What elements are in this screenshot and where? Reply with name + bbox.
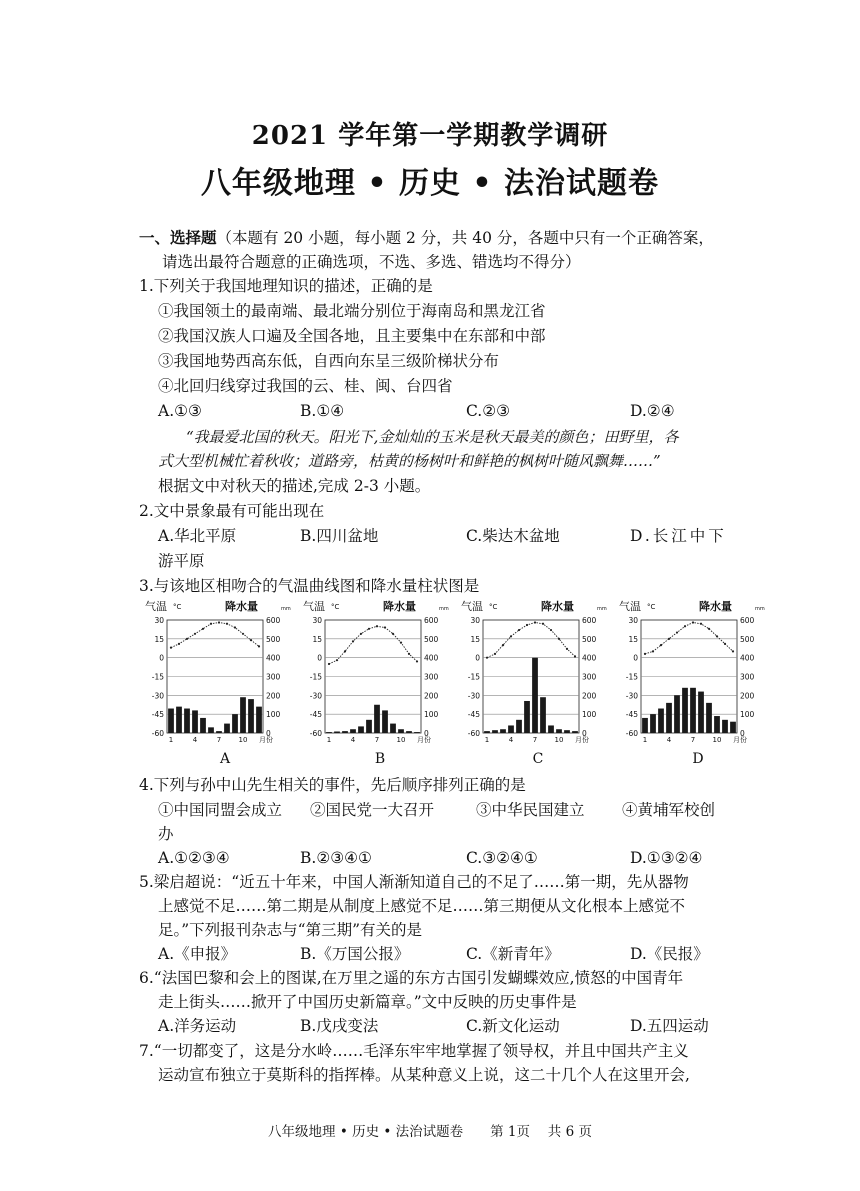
temp-point	[542, 623, 544, 625]
month-tick-label: 10	[396, 736, 406, 744]
temp-point	[644, 653, 646, 655]
precip-bar	[706, 703, 712, 733]
precip-bar	[406, 731, 412, 733]
temp-axis-unit: °C	[331, 603, 340, 611]
q1-option-b: B.①④	[300, 402, 345, 420]
precip-bar	[508, 725, 514, 733]
chart-label-b: B	[374, 751, 386, 767]
temp-point	[692, 621, 694, 623]
precip-bar	[540, 697, 546, 733]
quote-line-2: 式大型机械忙着秋收；道路旁，枯黄的杨树叶和鲜艳的枫树叶随风飘舞……”	[158, 452, 661, 470]
temp-point	[344, 650, 346, 652]
temp-tick-label: -30	[309, 691, 322, 701]
temp-point	[352, 640, 354, 642]
month-axis-unit: 月份	[417, 736, 431, 744]
temp-axis-unit: °C	[647, 603, 656, 611]
temp-point	[700, 623, 702, 625]
month-tick-label: 4	[666, 736, 672, 744]
temp-point	[392, 633, 394, 635]
temp-point	[258, 645, 260, 647]
precip-axis-unit: mm	[439, 606, 449, 612]
q4-option-a: A.①②③④	[158, 849, 230, 867]
precip-tick-label: 400	[582, 653, 597, 663]
quote-line-1: “我最爱北国的秋天。阳光下,金灿灿的玉米是秋天最美的颜色；田野里，各	[186, 428, 679, 446]
temp-point	[684, 625, 686, 627]
precip-tick-label: 500	[266, 634, 281, 644]
temp-tick-label: -60	[625, 729, 638, 738]
section-title: 一、选择题	[139, 228, 217, 247]
month-tick-label: 4	[508, 736, 514, 744]
precip-axis-title: 降水量	[541, 600, 574, 613]
q1-option-d: D.②④	[630, 402, 675, 420]
temp-tick-label: -30	[467, 691, 480, 701]
precip-bar	[240, 697, 246, 733]
temp-point	[226, 623, 228, 625]
q2-option-d: D.长江中下	[630, 527, 727, 545]
precip-tick-label: 100	[582, 710, 597, 720]
month-tick-label: 1	[642, 736, 648, 744]
q1-item-4: ④北回归线穿过我国的云、桂、闽、台四省	[158, 377, 453, 395]
month-tick-label: 4	[350, 736, 356, 744]
precip-bar	[184, 709, 190, 733]
precip-bar	[484, 731, 490, 733]
temp-point	[408, 653, 410, 655]
temp-tick-label: -30	[625, 691, 638, 701]
precip-bar	[722, 720, 728, 733]
precip-bar	[492, 730, 498, 733]
month-axis-unit: 月份	[259, 736, 273, 744]
temp-point	[668, 638, 670, 640]
precip-bar	[326, 732, 332, 733]
temp-point	[494, 653, 496, 655]
q3-stem: 3.与该地区相吻合的气温曲线图和降水量柱状图是	[139, 577, 480, 595]
temp-tick-label: 0	[633, 653, 638, 663]
section-note-2: 请选出最符合题意的正确选项，不选、多选、错选均不得分）	[162, 253, 581, 271]
chart-label-c: C	[532, 751, 544, 767]
precip-bar	[224, 724, 230, 733]
precip-bar	[342, 731, 348, 733]
temp-point	[518, 629, 520, 631]
precip-tick-label: 600	[424, 616, 439, 625]
precip-tick-label: 200	[424, 691, 439, 701]
precip-bar	[192, 710, 198, 733]
section-note-1: （本题有 20 小题，每小题 2 分，共 40 分，各题中只有一个正确答案，	[216, 229, 714, 247]
temp-axis-title: 气温	[145, 600, 167, 613]
precip-tick-label: 300	[740, 672, 755, 682]
temp-point	[202, 628, 204, 630]
precip-bar	[398, 729, 404, 733]
temp-point	[186, 638, 188, 640]
precip-bar	[548, 725, 554, 733]
temp-point	[724, 643, 726, 645]
temp-point	[716, 635, 718, 637]
precip-bar	[208, 727, 214, 733]
temp-tick-label: 0	[475, 653, 480, 663]
temp-point	[708, 628, 710, 630]
temp-tick-label: -15	[151, 672, 164, 682]
temp-point	[376, 625, 378, 627]
month-tick-label: 1	[168, 736, 174, 744]
climate-chart-a	[145, 598, 295, 748]
precip-tick-label: 400	[424, 653, 439, 663]
temp-point	[242, 633, 244, 635]
month-tick-label: 1	[326, 736, 332, 744]
temp-tick-label: 0	[317, 653, 322, 663]
temp-point	[660, 644, 662, 646]
precip-bar	[216, 731, 222, 733]
temp-point	[360, 633, 362, 635]
precip-tick-label: 600	[266, 616, 281, 625]
precip-bar	[524, 701, 530, 733]
precip-tick-label: 600	[740, 616, 755, 625]
temp-point	[250, 639, 252, 641]
precip-bar	[698, 692, 704, 733]
temp-tick-label: -60	[151, 729, 164, 738]
temp-curve	[645, 623, 733, 654]
temp-tick-label: -15	[467, 672, 480, 682]
precip-axis-unit: mm	[281, 606, 291, 612]
q4-option-b: B.②③④①	[300, 849, 372, 867]
temp-point	[486, 657, 488, 659]
q6-line-1: 6.“法国巴黎和会上的图谋,在万里之遥的东方古国引发蝴蝶效应,愤怒的中国青年	[139, 969, 684, 987]
precip-tick-label: 0	[740, 729, 745, 738]
precip-bar	[168, 709, 174, 733]
temp-point	[400, 642, 402, 644]
month-tick-label: 4	[192, 736, 198, 744]
q1-item-2: ②我国汉族人口遍及全国各地，且主要集中在东部和中部	[158, 327, 546, 345]
q2-option-c: C.柴达木盆地	[466, 527, 560, 545]
precip-tick-label: 500	[740, 634, 755, 644]
precip-bar	[256, 707, 262, 733]
temp-tick-label: -30	[151, 691, 164, 701]
precip-bar	[232, 714, 238, 733]
precip-bar	[572, 731, 578, 733]
exam-title-year: 2021 学年第一学期教学调研	[251, 121, 609, 151]
precip-bar	[350, 729, 356, 733]
precip-bar	[248, 699, 254, 733]
page-footer: 八年级地理 • 历史 • 法治试题卷 第 1页 共 6 页	[268, 1124, 592, 1140]
q4-stem: 4.下列与孙中山先生相关的事件，先后顺序排列正确的是	[139, 776, 526, 794]
temp-point	[416, 660, 418, 662]
temp-tick-label: 30	[470, 616, 480, 625]
precip-axis-title: 降水量	[383, 600, 416, 613]
q1-option-a: A.①③	[158, 402, 202, 420]
chart-label-d: D	[692, 751, 704, 767]
precip-bar	[674, 695, 680, 733]
month-tick-label: 10	[712, 736, 722, 744]
temp-point	[384, 626, 386, 628]
temp-axis-title: 气温	[461, 600, 483, 613]
precip-bar	[358, 726, 364, 733]
q4-item-3: ③中华民国建立	[476, 801, 585, 819]
precip-axis-title: 降水量	[699, 600, 732, 613]
temp-point	[194, 633, 196, 635]
temp-tick-label: -15	[309, 672, 322, 682]
precip-tick-label: 200	[740, 691, 755, 701]
precip-bar	[650, 714, 656, 733]
q1-stem: 1.下列关于我国地理知识的描述，正确的是	[139, 277, 433, 295]
month-tick-label: 7	[374, 736, 380, 744]
climate-charts	[145, 598, 770, 768]
temp-axis-title: 气温	[619, 600, 641, 613]
precip-bar	[334, 731, 340, 733]
q6-option-d: D.五四运动	[630, 1017, 709, 1035]
q2-stem: 2.文中景象最有可能出现在	[139, 502, 325, 520]
q4-item-4: ④黄埔军校创	[622, 801, 716, 819]
precip-tick-label: 600	[582, 616, 597, 625]
temp-tick-label: 0	[159, 653, 164, 663]
q2-option-b: B.四川盆地	[300, 527, 379, 545]
temp-point	[676, 631, 678, 633]
precip-axis-unit: mm	[597, 606, 607, 612]
temp-axis-title: 气温	[303, 600, 325, 613]
q5-option-a: A.《申报》	[158, 945, 237, 963]
temp-point	[510, 635, 512, 637]
temp-tick-label: -45	[151, 710, 164, 720]
precip-bar	[658, 709, 664, 733]
temp-point	[502, 644, 504, 646]
precip-bar	[714, 716, 720, 733]
precip-tick-label: 400	[740, 653, 755, 663]
temp-point	[534, 621, 536, 623]
precip-tick-label: 500	[424, 634, 439, 644]
precip-tick-label: 300	[266, 672, 281, 682]
precip-tick-label: 200	[266, 691, 281, 701]
precip-tick-label: 300	[424, 672, 439, 682]
temp-tick-label: 15	[628, 634, 638, 644]
temp-curve	[487, 623, 575, 658]
precip-tick-label: 0	[582, 729, 587, 738]
chart-label-a: A	[219, 751, 231, 767]
temp-tick-label: -60	[467, 729, 480, 738]
precip-bar	[414, 732, 420, 733]
precip-bar	[366, 720, 372, 733]
month-tick-label: 10	[238, 736, 248, 744]
climate-chart-b	[303, 598, 453, 748]
q2-option-a: A.华北平原	[158, 527, 237, 545]
precip-tick-label: 300	[582, 672, 597, 682]
precip-bar	[176, 707, 182, 733]
temp-tick-label: 30	[312, 616, 322, 625]
temp-point	[368, 628, 370, 630]
temp-tick-label: 30	[154, 616, 164, 625]
temp-point	[526, 624, 528, 626]
month-tick-label: 7	[532, 736, 538, 744]
precip-bar	[556, 729, 562, 733]
q7-line-2: 运动宣布独立于莫斯科的指挥棒。从某种意义上说，这二十几个人在这里开会,	[158, 1066, 690, 1084]
temp-axis-unit: °C	[489, 603, 498, 611]
precip-tick-label: 100	[424, 710, 439, 720]
month-axis-unit: 月份	[575, 736, 589, 744]
precip-bar	[682, 688, 688, 733]
q5-option-b: B.《万国公报》	[300, 945, 410, 963]
precip-tick-label: 0	[266, 729, 271, 738]
temp-point	[336, 659, 338, 661]
temp-tick-label: -45	[625, 710, 638, 720]
q4-option-d: D.①③②④	[630, 849, 703, 867]
temp-tick-label: -15	[625, 672, 638, 682]
q6-option-a: A.洋务运动	[158, 1017, 237, 1035]
precip-bar	[390, 724, 396, 733]
temp-point	[566, 648, 568, 650]
temp-tick-label: 15	[470, 634, 480, 644]
section-header	[139, 228, 714, 248]
q5-line-2: 上感觉不足……第二期是从制度上感觉不足……第三期便从文化根本上感觉不	[158, 897, 686, 915]
temp-point	[550, 629, 552, 631]
temp-point	[218, 621, 220, 623]
climate-chart-d	[619, 598, 769, 748]
q6-option-b: B.戊戌变法	[300, 1017, 379, 1035]
q6-line-2: 走上街头……掀开了中国历史新篇章。”文中反映的历史事件是	[158, 993, 577, 1011]
precip-tick-label: 200	[582, 691, 597, 701]
q1-item-3: ③我国地势西高东低，自西向东呈三级阶梯状分布	[158, 352, 500, 370]
temp-tick-label: -45	[309, 710, 322, 720]
month-tick-label: 7	[216, 736, 222, 744]
q5-line-3: 足。”下列报刊杂志与“第三期”有关的是	[158, 921, 423, 939]
temp-point	[574, 655, 576, 657]
precip-bar	[374, 705, 380, 733]
precip-bar	[690, 688, 696, 733]
precip-tick-label: 500	[582, 634, 597, 644]
q4-item-2: ②国民党一大召开	[310, 801, 435, 819]
q5-line-1: 5.梁启超说：“近五十年来，中国人渐渐知道自己的不足了……第一期，先从器物	[139, 873, 689, 891]
climate-chart-c	[461, 598, 611, 748]
temp-tick-label: 30	[628, 616, 638, 625]
precip-bar	[642, 718, 648, 733]
precip-bar	[564, 730, 570, 733]
temp-tick-label: -60	[309, 729, 322, 738]
temp-point	[178, 643, 180, 645]
temp-curve	[171, 623, 259, 648]
month-tick-label: 1	[484, 736, 490, 744]
precip-axis-title: 降水量	[225, 600, 258, 613]
precip-bar	[382, 710, 388, 733]
precip-bar	[500, 729, 506, 733]
q1-option-c: C.②③	[466, 402, 511, 420]
q2-option-d-wrap: 游平原	[158, 552, 205, 570]
temp-point	[732, 650, 734, 652]
temp-point	[652, 650, 654, 652]
precip-tick-label: 0	[424, 729, 429, 738]
precip-axis-unit: mm	[755, 606, 765, 612]
q4-item-4-wrap: 办	[158, 825, 174, 843]
q1-item-1: ①我国领土的最南端、最北端分别位于海南岛和黑龙江省	[158, 302, 546, 320]
precip-bar	[666, 703, 672, 733]
precip-tick-label: 100	[740, 710, 755, 720]
precip-tick-label: 400	[266, 653, 281, 663]
q5-option-d: D.《民报》	[630, 945, 709, 963]
month-axis-unit: 月份	[733, 736, 747, 744]
temp-curve	[329, 626, 417, 664]
precip-bar	[516, 720, 522, 733]
q4-item-1: ①中国同盟会成立	[158, 801, 283, 819]
temp-tick-label: -45	[467, 710, 480, 720]
q7-line-1: 7.“一切都变了，这是分水岭……毛泽东牢牢地掌握了领导权，并且中国共产主义	[139, 1042, 689, 1060]
temp-tick-label: 15	[154, 634, 164, 644]
temp-axis-unit: °C	[173, 603, 182, 611]
q5-option-c: C.《新青年》	[466, 945, 560, 963]
month-tick-label: 7	[690, 736, 696, 744]
precip-bar	[200, 718, 206, 733]
temp-tick-label: 15	[312, 634, 322, 644]
temp-point	[328, 663, 330, 665]
temp-point	[170, 647, 172, 649]
q6-option-c: C.新文化运动	[466, 1017, 560, 1035]
precip-bar	[532, 658, 538, 733]
quote-instruction: 根据文中对秋天的描述,完成 2-3 小题。	[158, 477, 431, 495]
temp-point	[234, 626, 236, 628]
exam-title-subject: 八年级地理 • 历史 • 法治试题卷	[200, 166, 660, 201]
precip-tick-label: 100	[266, 710, 281, 720]
q4-option-c: C.③②④①	[466, 849, 538, 867]
temp-point	[558, 638, 560, 640]
temp-point	[210, 623, 212, 625]
precip-bar	[730, 722, 736, 733]
month-tick-label: 10	[554, 736, 564, 744]
